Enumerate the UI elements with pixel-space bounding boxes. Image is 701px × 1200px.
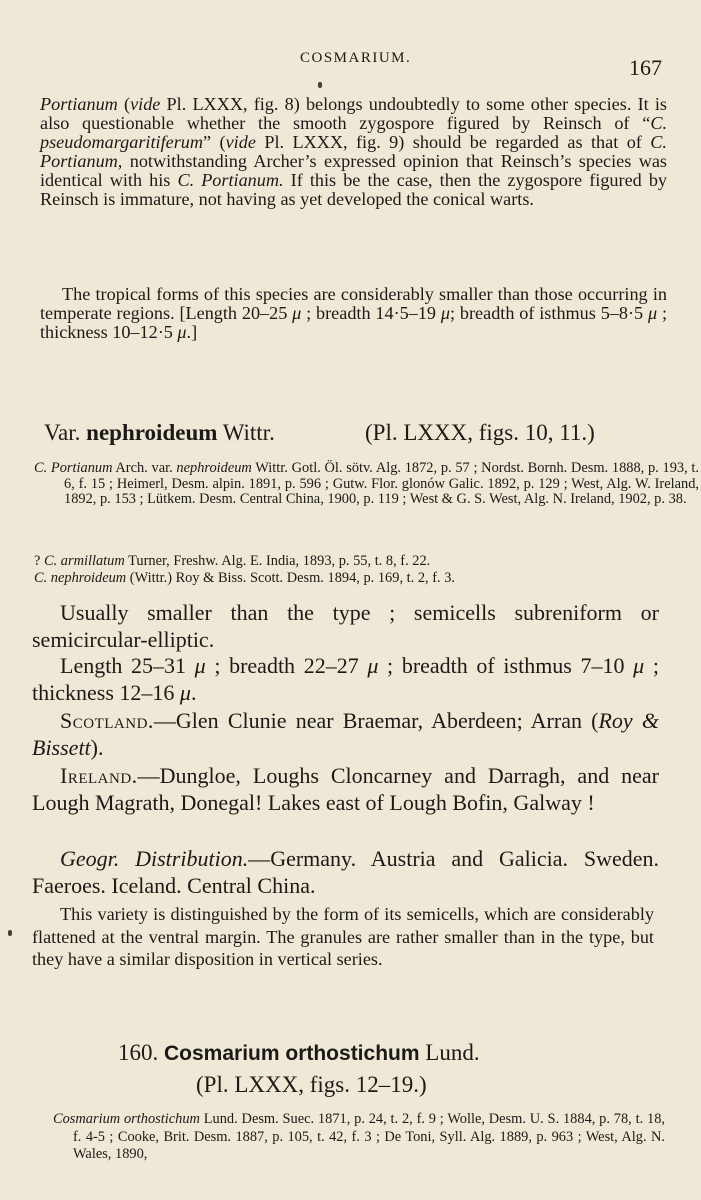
- species-references: Cosmarium orthostichum Lund. Desm. Suec. 1871, p. 24, t. 2, f. 9 ; Wolle, Desm. U. S. 1884, p. 78, t. 18, f. 4-5 ; Cooke, Brit. Desm. 1887, p. 105, t. 42, f. 3 ; De Toni, Syll. Alg. 1889, p. 963 ; West, Alg. N. Wales, 1890,: [53, 1111, 665, 1162]
- page-number: 167: [629, 55, 662, 80]
- paragraph-variety-note: This variety is distinguished by the form of its semicells, which are considerably flattened at the ventral margin. The granules are rather smaller than in the type, but they have a similar disposition in vertical series.: [32, 904, 654, 969]
- running-header: COSMARIUM.: [300, 50, 412, 66]
- distribution-scotland: Scotland.—Glen Clunie near Braemar, Aberdeen; Arran (Roy & Bissett).: [32, 708, 659, 760]
- print-speck: [8, 930, 12, 936]
- paragraph-tropical-forms: The tropical forms of this species are considerably smaller than those occurring in temperate regions. [Length 20–25 μ ; breadth 14·5–19 μ; breadth of isthmus 5–8·5 μ ; thickness 10–12·5 μ.]: [40, 284, 667, 342]
- species-number: 160.: [118, 1040, 159, 1065]
- synonym-entry: ? C. armillatum Turner, Freshw. Alg. E. India, 1893, p. 55, t. 8, f. 22.: [34, 553, 431, 569]
- species-name: Cosmarium orthostichum: [164, 1042, 420, 1065]
- description-shape: Usually smaller than the type ; semicells subreniform or semicircular-elliptic.: [32, 600, 659, 652]
- print-speck: [318, 82, 322, 88]
- synonym-entry: C. Portianum Arch. var. nephroideum Wittr. Gotl. Öl. sötv. Alg. 1872, p. 57 ; Nordst. Bornh. Desm. 1888, p. 193, t. 6, f. 15 ; Heimerl, Desm. alpin. 1891, p. 596 ; Gutw. Flor. glonów Galic. 1892, p. 129 ; West, Alg. W. Ireland, 1892, p. 153 ; Lütkem. Desm. Central China, 1900, p. 119 ; West & G. S. West, Alg. N. Ireland, 1902, p. 38.: [34, 460, 700, 507]
- variety-heading: Var. nephroideum Wittr. (Pl. LXXX, figs. 10, 11.): [44, 420, 595, 445]
- synonym-entry: C. nephroideum (Wittr.) Roy & Biss. Scott. Desm. 1894, p. 169, t. 2, f. 3.: [34, 570, 456, 586]
- variety-name: nephroideum: [86, 420, 218, 445]
- distribution-ireland: Ireland.—Dungloe, Loughs Cloncarney and Darragh, and near Lough Magrath, Donegal! Lakes east of Lough Bofin, Galway !: [32, 763, 659, 815]
- distribution-geographic: Geogr. Distribution.—Germany. Austria and Galicia. Sweden. Faeroes. Iceland. Central China.: [32, 846, 659, 898]
- species-plate-ref: (Pl. LXXX, figs. 12–19.): [196, 1072, 427, 1097]
- variety-plate-ref: (Pl. LXXX, figs. 10, 11.): [365, 420, 595, 445]
- species-heading: 160. Cosmarium orthostichum Lund.: [118, 1040, 480, 1065]
- paragraph-portianum: Portianum (vide Pl. LXXX, fig. 8) belongs undoubtedly to some other species. It is also questionable whether the smooth zygospore figured by Reinsch of “C. pseudomargaritiferum” (vide Pl. LXXX, fig. 9) should be regarded as that of C. Portianum, notwithstanding Archer’s expressed opinion that Reinsch’s species was identical with his C. Portianum. If this be the case, then the zygospore figured by Reinsch is immature, not having as yet developed the conical warts.: [40, 94, 668, 209]
- description-dimensions: Length 25–31 μ ; breadth 22–27 μ ; breadth of isthmus 7–10 μ ; thickness 12–16 μ.: [32, 653, 659, 705]
